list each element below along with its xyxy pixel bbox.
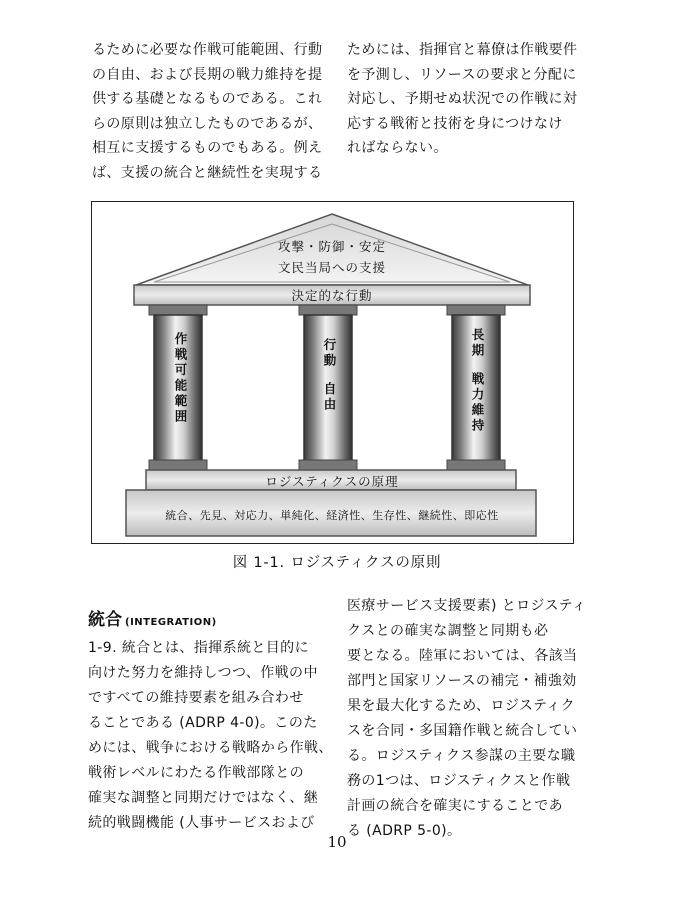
- text-line: 向けた努力を維持しつつ、作戦の中: [88, 665, 318, 681]
- beam-text: 決定的な行動: [291, 288, 373, 303]
- text-line: らの原則は独立したものであるが、: [92, 115, 323, 132]
- section-heading-title: 統合: [88, 610, 122, 630]
- pillar-left-label: 作戦可能範囲: [173, 332, 188, 425]
- text-line: 相互に支援するものでもある。例え: [92, 140, 323, 156]
- text-line: る。ロジスティクス参謀の主要な職: [347, 748, 576, 764]
- text-line: 供する基礎となるものである。これ: [92, 91, 323, 107]
- text-line: 医療サービス支援要素) とロジスティ: [347, 598, 587, 614]
- text-line: めには、戦争における戦略から作戦、: [88, 740, 333, 756]
- base-lower-text: 統合、先見、対応力、単純化、経済性、生存性、継続性、即応性: [165, 509, 499, 522]
- text-line: の自由、および長期の戦力維持を提: [92, 66, 323, 83]
- page-number: 10: [327, 833, 347, 851]
- temple-diagram: [92, 202, 573, 543]
- text-line: 務の1つは、ロジスティクスと作戦: [347, 773, 571, 789]
- text-line: ることである (ADRP 4-0)。このた: [88, 715, 318, 731]
- text-line: 計画の統合を確実にすることであ: [347, 798, 563, 814]
- text-line: 確実な調整と同期だけではなく、継: [88, 790, 319, 806]
- roof-text-2: 文民当局への支援: [277, 260, 387, 275]
- text-line: 1-9. 統合とは、指揮系統と目的に: [88, 640, 309, 656]
- text-line: ればならない。: [347, 140, 448, 156]
- capital-right: [447, 305, 505, 315]
- text-line: 戦術レベルにわたる作戦部隊との: [88, 765, 304, 781]
- figure-caption: 図 1-1. ロジスティクスの原則: [232, 555, 442, 571]
- pillar-base-center: [299, 460, 357, 470]
- text-line: 対応し、予期せぬ状況での作戦に対: [347, 91, 578, 107]
- top-right-column: [347, 38, 592, 161]
- pillar-right-label-1: 長期: [470, 328, 485, 359]
- text-line: スを合同・多国籍作戦と統合してい: [347, 723, 578, 739]
- section-heading: [88, 605, 217, 630]
- text-line: 応する戦術と技術を身につけなけ: [347, 115, 563, 132]
- text-line: 要となる。陸軍においては、各該当: [347, 648, 578, 664]
- text-line: 部門と国家リソースの補完・補強効: [347, 673, 577, 689]
- text-line: ですべての維持要素を組み合わせ: [88, 690, 304, 706]
- text-line: を予測し、リソースの要求と分配に: [347, 66, 577, 83]
- capital-center: [299, 305, 357, 315]
- text-line: 続的戦闘機能 (人事サービスおよび: [88, 815, 315, 831]
- pillar-base-left: [149, 460, 207, 470]
- pillar-base-right: [447, 460, 505, 470]
- text-line: るために必要な作戦可能範囲、行動: [92, 42, 323, 58]
- text-line: ためには、指揮官と幕僚は作戦要件: [347, 42, 578, 58]
- bottom-right-column: [347, 594, 597, 844]
- text-line: る (ADRP 5-0)。: [347, 823, 462, 839]
- text-line: クスとの確実な調整と同期も必: [347, 623, 549, 639]
- text-line: 果を最大化するため、ロジスティク: [347, 698, 576, 714]
- top-left-column: [92, 38, 337, 185]
- base-upper-text: ロジスティクスの原理: [265, 474, 399, 489]
- pillar-right-label-2: 戦力維持: [470, 372, 485, 434]
- bottom-left-column: [88, 636, 338, 836]
- roof-text-1: 攻撃・防御・安定: [277, 239, 387, 254]
- section-heading-subtitle: (INTEGRATION): [125, 617, 217, 628]
- text-line: ば、支援の統合と継続性を実現する: [92, 164, 323, 181]
- pillar-center-label-2: 自由: [322, 382, 337, 413]
- pillar-center-label-1: 行動: [322, 338, 337, 369]
- capital-left: [149, 305, 207, 315]
- figure-logistics-principles: [91, 201, 574, 544]
